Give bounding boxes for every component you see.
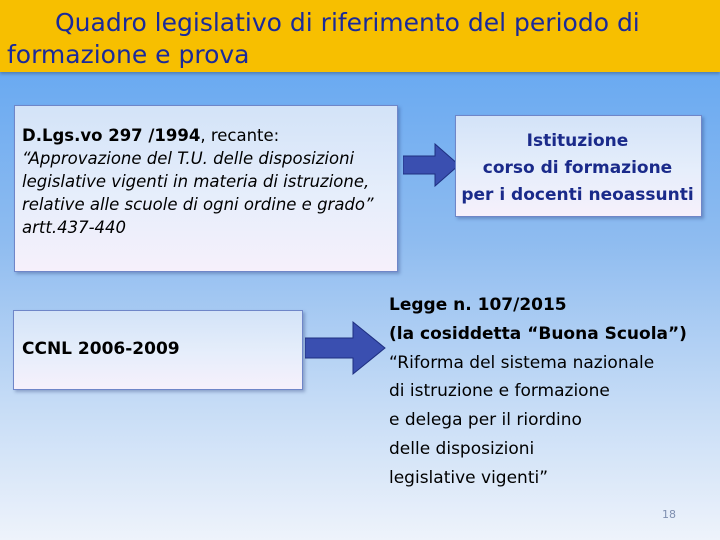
decree-title: D.Lgs.vo 297 /1994 [22, 126, 201, 145]
title-line-2: formazione e prova [7, 40, 250, 69]
decree-intro: , recante: [200, 126, 280, 145]
law-text [389, 291, 687, 493]
law-line-4: delle disposizioni [389, 438, 535, 459]
law-title: Legge n. 107/2015 [389, 295, 567, 315]
course-line-2: corso di formazione [482, 158, 673, 178]
law-line-3: e delega per il riordino [389, 410, 582, 431]
law-line-2: di istruzione e formazione [389, 381, 610, 402]
course-line-3: per i docenti neoassunti [461, 185, 694, 205]
decree-line-4: artt.437-440 [22, 218, 127, 237]
ccnl-text: CCNL 2006-2009 [22, 339, 180, 359]
arrow-right-icon [305, 320, 387, 376]
course-line-1: Istituzione [526, 131, 629, 151]
law-subtitle: (la cosiddetta “Buona Scuola”) [389, 323, 687, 344]
title-line-1: Quadro legislativo di riferimento del periodo di [55, 8, 640, 37]
title-bar [0, 0, 720, 72]
decree-line-3: relative alle scuole di ogni ordine e grado” [22, 195, 374, 214]
page-number: 18 [662, 508, 676, 521]
law-line-1: “Riforma del sistema nazionale [389, 352, 655, 373]
law-line-5: legislative vigenti” [389, 467, 549, 488]
course-text [455, 128, 700, 209]
decree-text [22, 124, 402, 239]
decree-line-2: legislative vigenti in materia di istruzione, [22, 172, 370, 191]
arrow-right-icon [403, 142, 461, 188]
decree-line-1: “Approvazione del T.U. delle disposizioni [22, 149, 355, 168]
